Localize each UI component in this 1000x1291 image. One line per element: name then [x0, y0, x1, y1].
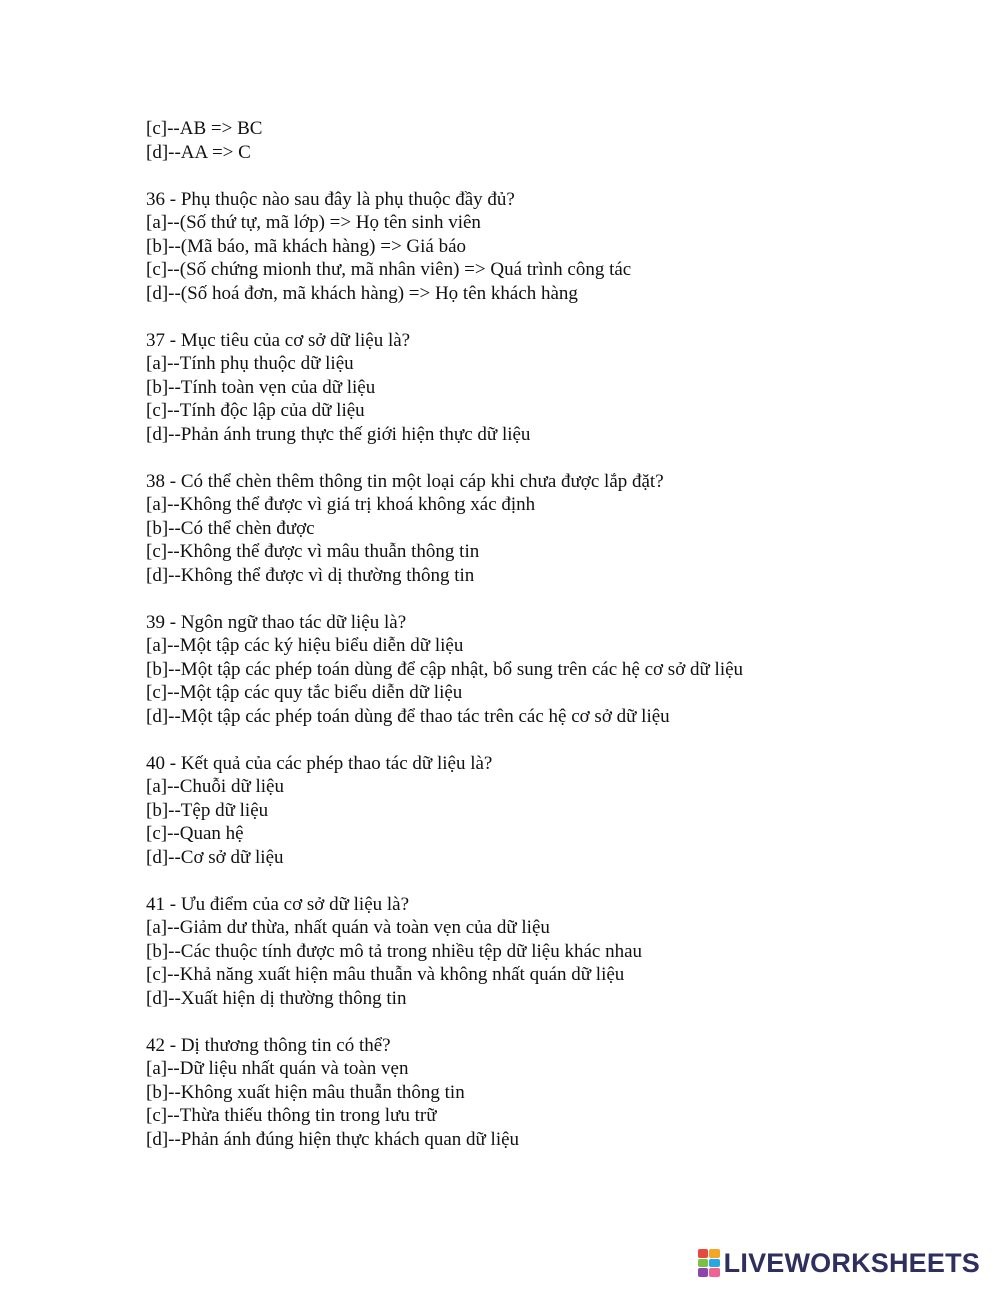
question-text: 40 - Kết quả của các phép thao tác dữ liệu là? — [146, 752, 493, 774]
logo-icon — [698, 1249, 720, 1277]
answer-option: [a]--Không thể được vì giá trị khoá không xác định — [146, 494, 536, 515]
logo-text: LIVEWORKSHEETS — [723, 1247, 980, 1278]
question-text: 42 - Dị thương thông tin có thể? — [146, 1034, 391, 1056]
question-text: 36 - Phụ thuộc nào sau đây là phụ thuộc đầy đủ? — [146, 188, 515, 210]
question-block — [146, 470, 966, 611]
worksheet-content — [146, 117, 966, 1151]
answer-option: [d]--(Số hoá đơn, mã khách hàng) => Họ tên khách hàng — [146, 282, 578, 304]
logo-square — [698, 1259, 709, 1268]
question-block — [146, 611, 966, 752]
question-list — [146, 188, 966, 1152]
spacer — [146, 305, 966, 329]
spacer — [146, 587, 966, 611]
answer-option: [c]--Một tập các quy tắc biểu diễn dữ liệu — [146, 682, 463, 703]
answer-option: [b]--Các thuộc tính được mô tả trong nhiều tệp dữ liệu khác nhau — [146, 940, 643, 962]
logo-square — [709, 1259, 720, 1268]
answer-option: [c]--Không thể được vì mâu thuẫn thông tin — [146, 541, 480, 562]
answer-option: [d]--Một tập các phép toán dùng để thao tác trên các hệ cơ sở dữ liệu — [146, 705, 670, 727]
answer-option: [a]--Một tập các ký hiệu biểu diễn dữ liệu — [146, 635, 464, 656]
question-block — [146, 752, 966, 893]
answer-option: [c]--Tính độc lập của dữ liệu — [146, 400, 365, 421]
answer-option: [b]--Có thể chèn được — [146, 517, 315, 539]
question-text: 41 - Ưu điểm của cơ sở dữ liệu là? — [146, 893, 410, 915]
answer-option: [a]--(Số thứ tự, mã lớp) => Họ tên sinh viên — [146, 212, 481, 233]
answer-option: [d]--Không thể được vì dị thường thông tin — [146, 564, 475, 586]
answer-option: [d]--Phản ánh đúng hiện thực khách quan dữ liệu — [146, 1128, 520, 1150]
answer-option: [b]--Tệp dữ liệu — [146, 799, 269, 821]
answer-option: [b]--Một tập các phép toán dùng để cập nhật, bổ sung trên các hệ cơ sở dữ liệu — [146, 658, 744, 680]
continuation-option-d: [d]--AA => C — [146, 141, 251, 163]
answer-option: [a]--Chuỗi dữ liệu — [146, 776, 284, 797]
answer-option: [d]--Cơ sở dữ liệu — [146, 846, 284, 868]
answer-option: [c]--(Số chứng mionh thư, mã nhân viên) => Quá trình công tác — [146, 259, 632, 280]
answer-option: [a]--Dữ liệu nhất quán và toàn vẹn — [146, 1058, 409, 1079]
question-text: 39 - Ngôn ngữ thao tác dữ liệu là? — [146, 611, 407, 633]
question-text: 37 - Mục tiêu của cơ sở dữ liệu là? — [146, 329, 411, 351]
spacer — [146, 1010, 966, 1034]
logo-square — [698, 1268, 709, 1277]
spacer — [146, 869, 966, 893]
answer-option: [b]--Không xuất hiện mâu thuẫn thông tin — [146, 1081, 465, 1103]
answer-option: [c]--Thừa thiếu thông tin trong lưu trữ — [146, 1105, 437, 1126]
logo-square — [698, 1249, 709, 1258]
continuation-option-c: [c]--AB => BC — [146, 118, 263, 139]
logo-square — [709, 1268, 720, 1277]
answer-option: [d]--Phản ánh trung thực thế giới hiện thực dữ liệu — [146, 423, 531, 445]
logo-square — [709, 1249, 720, 1258]
answer-option: [c]--Khả năng xuất hiện mâu thuẫn và không nhất quán dữ liệu — [146, 964, 625, 985]
spacer — [146, 164, 966, 188]
liveworksheets-logo — [698, 1247, 980, 1279]
question-text: 38 - Có thể chèn thêm thông tin một loại cáp khi chưa được lắp đặt? — [146, 470, 664, 492]
spacer — [146, 446, 966, 470]
answer-option: [d]--Xuất hiện dị thường thông tin — [146, 987, 407, 1009]
question-block — [146, 1034, 966, 1152]
question-block — [146, 329, 966, 470]
answer-option: [b]--(Mã báo, mã khách hàng) => Giá báo — [146, 235, 467, 257]
question-block — [146, 188, 966, 329]
answer-option: [a]--Tính phụ thuộc dữ liệu — [146, 353, 354, 374]
answer-option: [a]--Giảm dư thừa, nhất quán và toàn vẹn của dữ liệu — [146, 917, 550, 938]
answer-option: [c]--Quan hệ — [146, 823, 244, 844]
answer-option: [b]--Tính toàn vẹn của dữ liệu — [146, 376, 376, 398]
question-block — [146, 893, 966, 1034]
spacer — [146, 728, 966, 752]
